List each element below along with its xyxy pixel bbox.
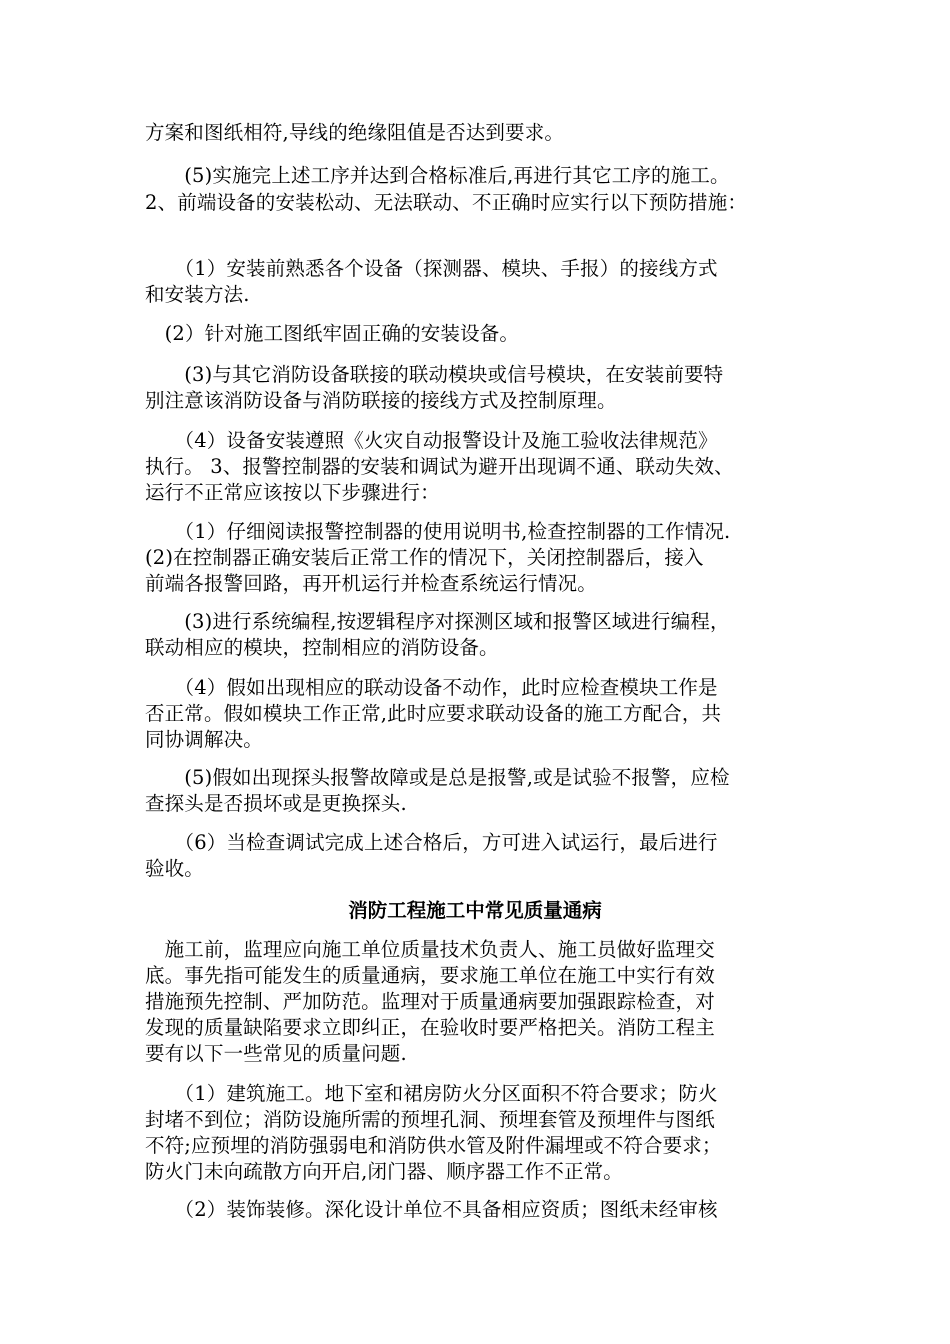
text-line: 不符;应预埋的消防强弱电和消防供水管及附件漏埋或不符合要求； <box>145 1134 722 1157</box>
text-line: 2、前端设备的安装松动、无法联动、不正确时应实行以下预防措施： <box>145 191 748 214</box>
section-title: 消防工程施工中常见质量通病 <box>348 899 602 922</box>
text-line: (5)实施完上述工序并达到合格标准后,再进行其它工序的施工。 <box>145 164 730 187</box>
text-line: 同协调解决。 <box>145 728 263 751</box>
text-line: 和安装方法. <box>145 283 250 306</box>
text-line: (5)假如出现探头报警故障或是总是报警,或是试验不报警，应检 <box>145 766 730 789</box>
text-line: （2）装饰装修。深化设计单位不具备相应资质；图纸未经审核 <box>145 1198 718 1221</box>
text-line: （6）当检查调试完成上述合格后，方可进入试运行，最后进行 <box>145 831 718 854</box>
text-line: 执行。 3、报警控制器的安装和调试为避开出现调不通、联动失效、 <box>145 455 734 478</box>
text-line: 封堵不到位；消防设施所需的预埋孔洞、预埋套管及预埋件与图纸 <box>145 1108 715 1131</box>
text-line: 发现的质量缺陷要求立即纠正，在验收时要严格把关。消防工程主 <box>145 1016 715 1039</box>
text-line: 要有以下一些常见的质量问题. <box>145 1042 407 1065</box>
text-line: 查探头是否损坏或是更换探头. <box>145 792 407 815</box>
text-line: （1）仔细阅读报警控制器的使用说明书,检查控制器的工作情况. <box>145 520 731 543</box>
text-line: (3)与其它消防设备联接的联动模块或信号模块，在安装前要特 <box>145 363 724 386</box>
text-line: （1）安装前熟悉各个设备（探测器、模块、手报）的接线方式 <box>145 257 718 280</box>
text-line: 别注意该消防设备与消防联接的接线方式及控制原理。 <box>145 389 617 412</box>
text-line: (2)在控制器正确安装后正常工作的情况下，关闭控制器后，接入 <box>145 546 704 569</box>
text-line: （4）设备安装遵照《火灾自动报警设计及施工验收法律规范》 <box>145 429 718 452</box>
text-line: （4）假如出现相应的联动设备不动作，此时应检查模块工作是 <box>145 676 718 699</box>
text-line: 底。事先指可能发生的质量通病，要求施工单位在施工中实行有效 <box>145 964 715 987</box>
text-line: 验收。 <box>145 857 204 880</box>
text-line: (2）针对施工图纸牢固正确的安装设备。 <box>145 322 520 345</box>
text-line: 前端各报警回路，再开机运行并检查系统运行情况。 <box>145 572 597 595</box>
text-line: （1）建筑施工。地下室和裙房防火分区面积不符合要求；防火 <box>145 1082 718 1105</box>
text-line: 联动相应的模块，控制相应的消防设备。 <box>145 636 499 659</box>
text-line: 运行不正常应该按以下步骤进行： <box>145 481 440 504</box>
text-line: 否正常。假如模块工作正常,此时应要求联动设备的施工方配合，共 <box>145 702 722 725</box>
text-line: 防火门未向疏散方向开启,闭门器、顺序器工作不正常。 <box>145 1160 623 1183</box>
text-line: (3)进行系统编程,按逻辑程序对探测区域和报警区域进行编程， <box>145 610 730 633</box>
text-line: 方案和图纸相符,导线的绝缘阻值是否达到要求。 <box>145 121 564 144</box>
text-line: 施工前，监理应向施工单位质量技术负责人、施工员做好监理交 <box>145 938 715 961</box>
text-line: 措施预先控制、严加防范。监理对于质量通病要加强跟踪检查，对 <box>145 990 715 1013</box>
